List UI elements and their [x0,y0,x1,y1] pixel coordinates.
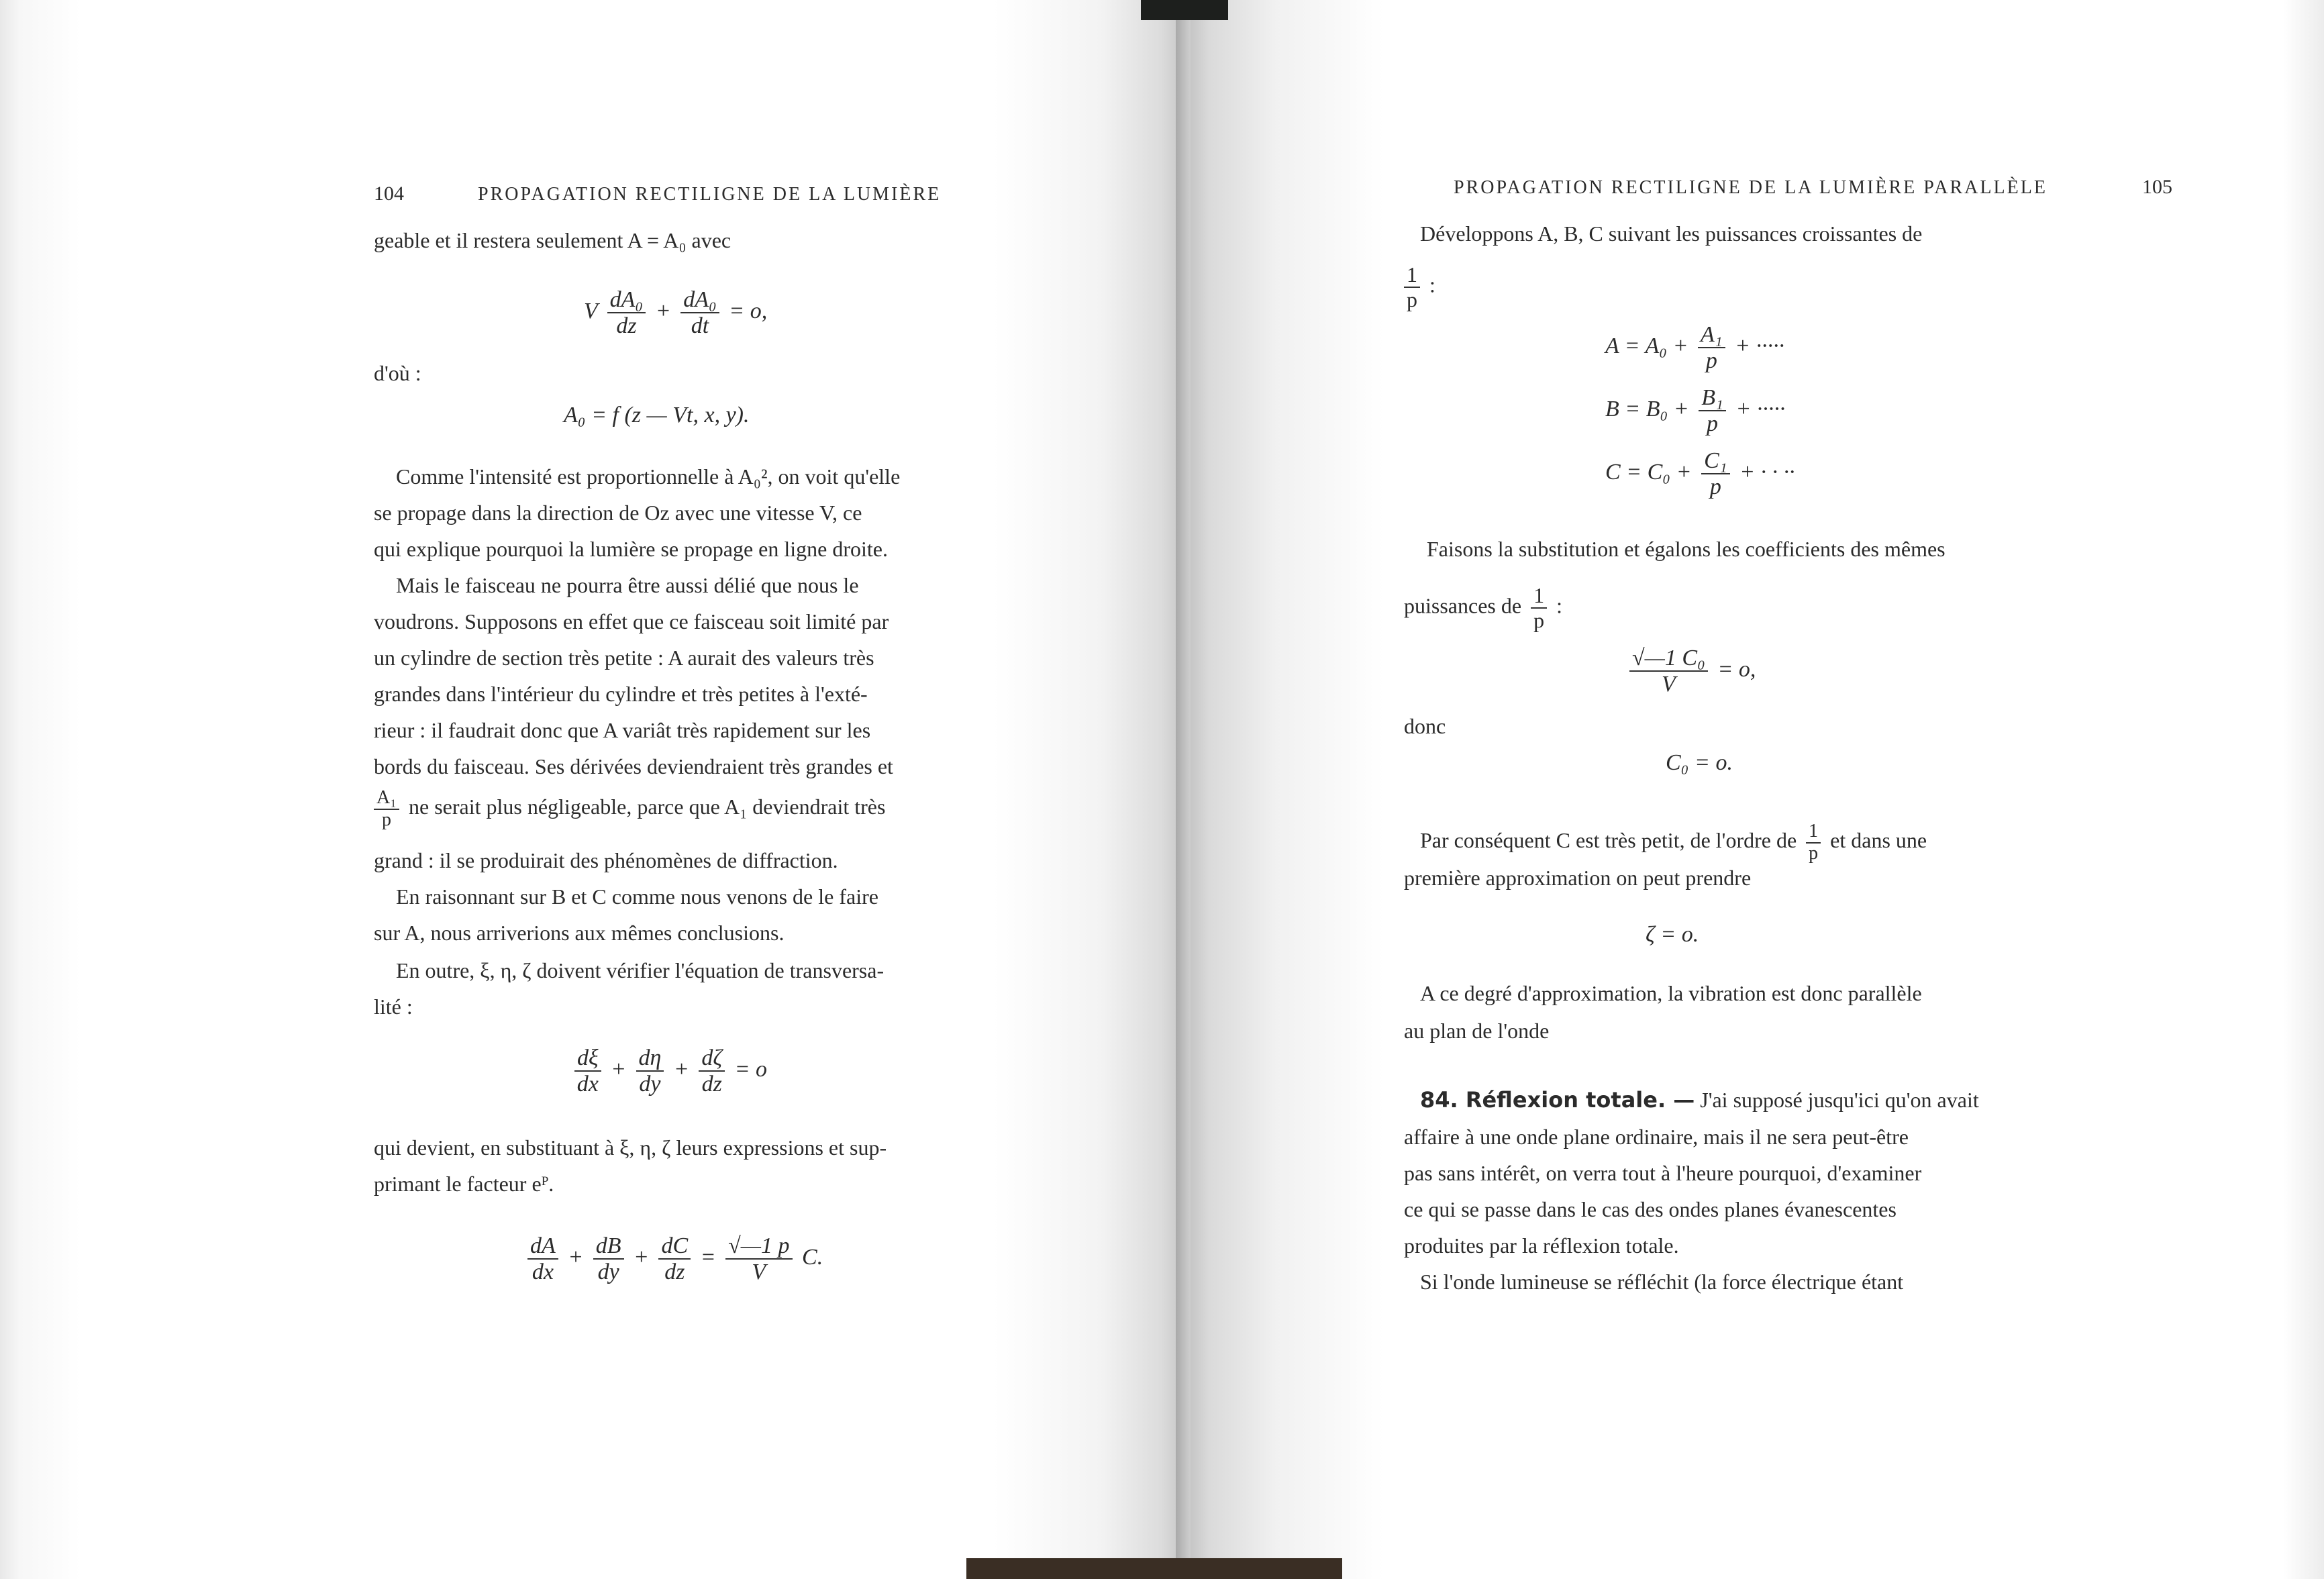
right-one-over-p-1: $\frac{1}{p}$ : [1404,263,1435,311]
left-line-17: lité : [374,995,413,1019]
right-running-head: PROPAGATION RECTILIGNE DE LA LUMIÈRE PARALLÈLE [1454,177,2048,198]
section-heading-84: 84. Réflexion totale. — [1420,1087,1695,1113]
series-b: B = B₀ + $\frac{\text{B₁}}{p}$ + ····· [1605,385,1786,437]
right-line-14: Si l'onde lumineuse se réfléchit (la force électrique étant [1420,1270,1904,1294]
left-line-2: d'où : [374,361,421,385]
book-gutter [1176,0,1191,1579]
equation-zeta: ζ = o. [1646,922,1699,947]
equation-c0-zero: C₀ = o. [1666,750,1733,775]
equation-1: V $\frac{\text{dA₀}}{dz}$ + $\frac{\text{dA₀}}{dt}$ = o, [584,287,768,339]
left-line-4: se propage dans la direction de Oz avec une vitesse V, ce [374,501,862,525]
right-line-5: Par conséquent C est très petit, de l'ordre de $\frac{1}{p}$ et dans une [1420,821,1927,864]
background-bottom [966,1558,1342,1579]
left-running-head: PROPAGATION RECTILIGNE DE LA LUMIÈRE [478,184,942,205]
left-line-8: un cylindre de section très petite : A aurait des valeurs très [374,646,874,670]
left-line-1: geable et il restera seulement A = A₀ avec [374,228,731,252]
equation-2: A₀ = f (z — Vt, x, y). [564,403,750,427]
eq1-frac-2: $\frac{\text{dA₀}}{dt}$ [680,287,719,339]
right-line-7: A ce degré d'approximation, la vibration est donc parallèle [1420,981,1922,1005]
right-line-9: 84. Réflexion totale. — J'ai supposé jusqu'ici qu'on avait [1420,1087,1979,1113]
left-line-10: rieur : il faudrait donc que A variât très rapidement sur les [374,718,871,742]
right-line-2: Faisons la substitution et égalons les coefficients des mêmes [1427,537,1946,561]
left-line-18: qui devient, en substituant à ξ, η, ζ leurs expressions et sup- [374,1135,887,1160]
left-line-5: qui explique pourquoi la lumière se propage en ligne droite. [374,537,888,561]
left-line-13: grand : il se produirait des phénomènes de diffraction. [374,848,838,872]
left-line-16: En outre, ξ, η, ζ doivent vérifier l'équation de transversa- [396,958,885,982]
left-line-7: voudrons. Supposons en effet que ce faisceau soit limité par [374,609,889,633]
left-line-3: Comme l'intensité est proportionnelle à A₀², on voit qu'elle [396,464,901,489]
left-line-19: primant le facteur eᴾ. [374,1172,554,1196]
background-top [1141,0,1228,20]
eq1-frac-1: $\frac{\text{dA₀}}{dz}$ [607,287,646,339]
left-line-14: En raisonnant sur B et C comme nous venons de le faire [396,884,878,909]
right-line-3: puissances de $\frac{1}{p}$ : [1404,583,1562,633]
right-line-8: au plan de l'onde [1404,1019,1550,1043]
equation-c0: $\frac{\text{√—1 C₀}}{V}$ = o, [1625,646,1756,697]
equation-4: $\frac{dA}{dx}$ + $\frac{dB}{dy}$ + $\frac{dC}{dz}$ = $\frac{√—1 p}{V}$ C. [523,1233,823,1285]
right-page [1182,0,2324,1579]
left-page-number: 104 [374,183,404,205]
left-line-12: $\frac{\text{A₁}}{p}$ ne serait plus négligeable, parce que A₁ deviendrait très [374,788,885,831]
right-line-10: affaire à une onde plane ordinaire, mais il ne sera peut-être [1404,1125,1909,1149]
left-line-9: grandes dans l'intérieur du cylindre et très petites à l'exté- [374,682,868,706]
series-c: C = C₀ + $\frac{\text{C₁}}{p}$ + · · ·· [1605,448,1795,500]
right-page-number: 105 [2142,176,2172,198]
right-line-11: pas sans intérêt, on verra tout à l'heure pourquoi, d'examiner [1404,1161,1922,1185]
right-line-4: donc [1404,714,1446,738]
right-line-12: ce qui se passe dans le cas des ondes planes évanescentes [1404,1197,1897,1221]
series-a: A = A₀ + $\frac{\text{A₁}}{p}$ + ····· [1605,322,1785,374]
right-line-6: première approximation on peut prendre [1404,866,1752,890]
right-line-1: Développons A, B, C suivant les puissances croissantes de [1420,221,1923,246]
right-line-13: produites par la réflexion totale. [1404,1233,1679,1258]
equation-3: $\frac{d\xi}{dx}$ + $\frac{d\eta}{dy}$ + $\frac{d\zeta}{dz}$ = o [570,1046,767,1097]
left-line-6: Mais le faisceau ne pourra être aussi délié que nous le [396,573,859,597]
eq1-prefix: V [584,299,598,324]
inline-frac-a1-p: $\frac{\text{A₁}}{p}$ [374,788,399,831]
left-line-11: bords du faisceau. Ses dérivées deviendraient très grandes et [374,754,893,778]
left-line-15: sur A, nous arriverions aux mêmes conclusions. [374,921,785,945]
